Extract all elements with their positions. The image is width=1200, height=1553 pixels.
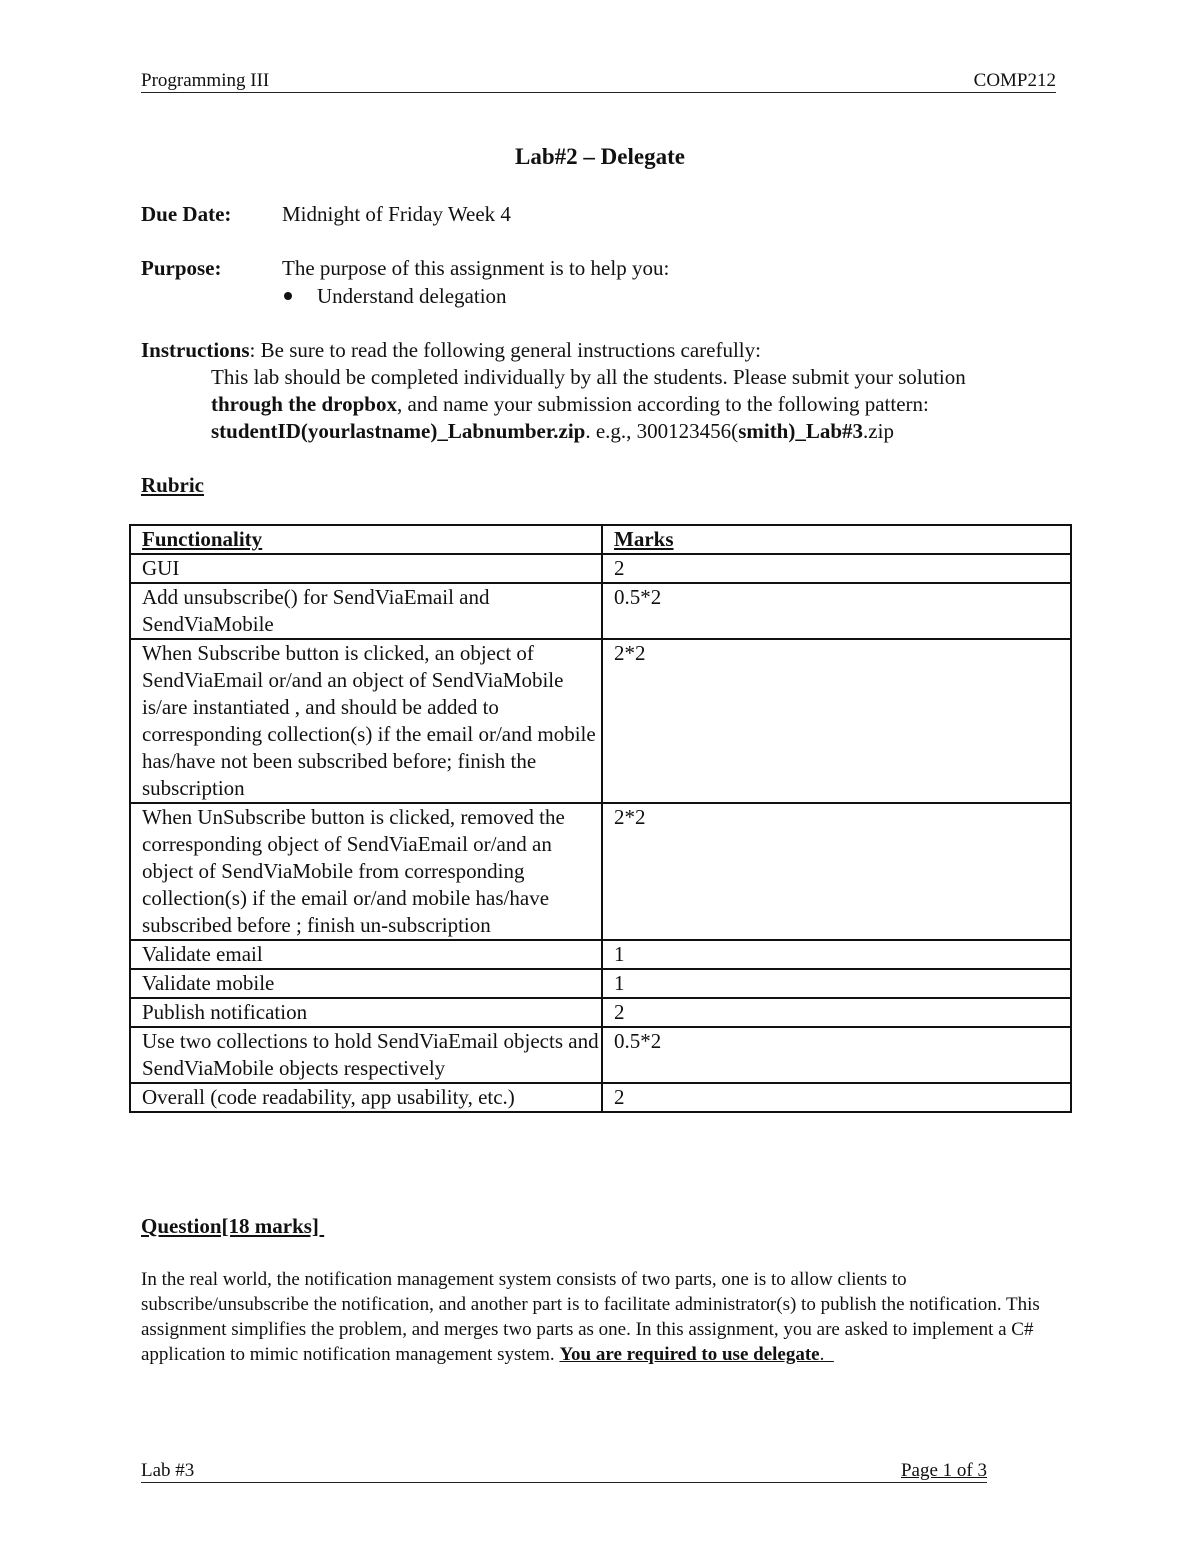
marks-cell: 2*2 [602,803,1071,940]
functionality-cell: Add unsubscribe() for SendViaEmail and SendViaMobile [130,583,602,639]
functionality-cell: When Subscribe button is clicked, an object of SendViaEmail or/and an object of SendViaMobile is/are instantiated , and should be added to corresponding collection(s) if the email or/and mobile has/have not been subscribed before; finish the subscription [130,639,602,803]
table-row [130,803,1071,940]
example-prefix: . e.g., 300123456( [585,419,739,443]
marks-cell: 1 [602,969,1071,998]
purpose-value: The purpose of this assignment is to help you: [282,256,670,280]
due-date-value: Midnight of Friday Week 4 [282,202,511,226]
marks-cell: 0.5*2 [602,583,1071,639]
instructions-label: Instructions [141,338,250,362]
instructions-line2-rest: , and name your submission according to the following pattern: [396,392,929,416]
page-header [141,70,1056,93]
marks-cell: 2 [602,1083,1071,1112]
instructions-line [141,338,761,363]
dropbox-text: through the dropbox [211,392,397,416]
functionality-cell: GUI [130,554,602,583]
table-row [130,969,1071,998]
delegate-requirement: You are required to use delegate [559,1344,820,1365]
table-row [130,998,1071,1027]
example-name: smith)_Lab#3 [738,419,864,443]
table-row [130,583,1071,639]
table-row [130,639,1071,803]
header-code: COMP212 [973,70,1056,91]
due-date-label: Due Date: [141,202,232,226]
filename-pattern: studentID(yourlastname)_Labnumber.zip [211,419,586,443]
footer-lab: Lab #3 [141,1460,195,1481]
functionality-cell: Validate mobile [130,969,602,998]
instructions-line2 [211,392,929,417]
table-row [130,1083,1071,1112]
instructions-line3 [211,419,894,444]
table-row [130,940,1071,969]
functionality-cell: When UnSubscribe button is clicked, removed the corresponding object of SendViaEmail or/and an object of SendViaMobile from corresponding collection(s) if the email or/and mobile has/have subscribed before ; finish un-subscription [130,803,602,940]
col-functionality: Functionality [130,525,602,554]
rubric-heading: Rubric [141,473,204,497]
functionality-cell: Publish notification [130,998,602,1027]
functionality-cell: Use two collections to hold SendViaEmail objects and SendViaMobile objects respectively [130,1027,602,1083]
instructions-line1: This lab should be completed individually by all the students. Please submit your solution [211,365,966,389]
marks-cell: 0.5*2 [602,1027,1071,1083]
question-text: In the real world, the notification management system consists of two parts, one is to allow clients to subscribe/unsubscribe the notification, and another part is to facilitate administrator(s) to publish the notification. This assignment simplifies the problem, and merges two parts as one. In this assignment, you are asked to implement a C# application to mimic notification management system. [141,1269,1040,1365]
example-ext: .zip [863,419,894,443]
purpose-label: Purpose: [141,256,222,280]
bullet-icon [284,292,292,300]
purpose-bullet: Understand delegation [317,284,507,308]
marks-cell: 2 [602,998,1071,1027]
marks-cell: 2 [602,554,1071,583]
header-course: Programming III [141,70,270,91]
table-header-row [130,525,1071,554]
page-footer [141,1460,987,1483]
question-heading: Question[18 marks] [141,1214,325,1238]
document-title: Lab#2 – Delegate [515,144,685,169]
col-marks: Marks [602,525,1071,554]
table-row [130,1027,1071,1083]
functionality-cell: Validate email [130,940,602,969]
question-end: . [819,1344,834,1365]
rubric-table [129,524,1072,1113]
instructions-intro: : Be sure to read the following general instructions carefully: [249,338,761,362]
marks-cell: 2*2 [602,639,1071,803]
question-body [141,1267,1041,1367]
marks-cell: 1 [602,940,1071,969]
functionality-cell: Overall (code readability, app usability, etc.) [130,1083,602,1112]
table-row [130,554,1071,583]
footer-page-number: Page 1 of 3 [900,1460,987,1481]
